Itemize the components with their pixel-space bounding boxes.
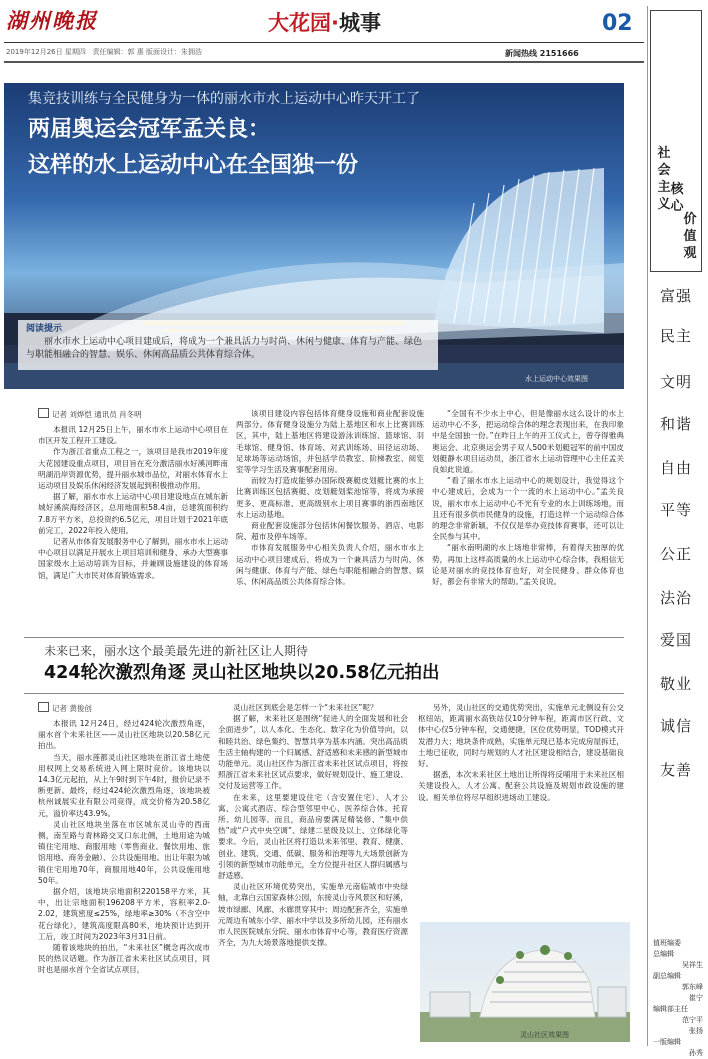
buildings-illustration (420, 922, 630, 1042)
byline-box-icon (38, 408, 49, 418)
article1-col1 (38, 408, 228, 581)
article2-col1 (38, 702, 210, 976)
paragraph: 本报讯 12月25日上午，丽水市水上运动中心项目在市区开发工程开工建设。 (38, 425, 228, 446)
core-value: 公正 (660, 545, 693, 563)
core-value: 平等 (660, 501, 693, 519)
paragraph: 灵山社区环境优势突出，实施单元南临城市中央绿轴，北靠白云国家森林公园，东接灵山寺风景区和好溪，坡市绿廊、风廊、水廊贯穿其中；周边配套齐全，实施单元周边有城东小学、丽水中学以及多所幼儿园，还有丽水市人民医院城东分院、丽水市体育中心等，教育医疗资源齐全，为九大场景落地提供支撑。 (218, 882, 408, 948)
slogan-column-2: 核心 (670, 182, 684, 214)
slogan-column-1: 社会主义 (657, 146, 671, 212)
header-rule-bottom (4, 61, 644, 63)
core-value: 友善 (660, 761, 693, 779)
editor-name: 孙秀 (689, 1049, 703, 1057)
issue-editors: 责任编辑：郭 惠 版面设计：朱拥浩 (92, 48, 202, 56)
article2-col2 (218, 702, 408, 948)
reading-tip-heading: 阅读提示 (26, 324, 63, 334)
paragraph: 作为浙江省重点工程之一，该项目是我市2019年度大花园建设重点项目，项目旨在充分激活丽水好溪河畔南明湖沿岸资源优势，提升丽水城市品位，对丽水体育水上运动项目及娱乐休闲经济发展起到积极推动作用。 (38, 447, 228, 491)
hero-subtitle: 集竞技训练与全民健身为一体的丽水市水上运动中心昨天开工了 (28, 91, 420, 107)
article2-headline: 424轮次激烈角逐 灵山社区地块以20.58亿元拍出 (44, 663, 440, 683)
core-values-banner (650, 10, 702, 272)
issue-date: 2019年12月26日 星期四 (6, 48, 86, 56)
article2-subtitle: 未来已来，丽水这个最美最先进的新社区让人期待 (44, 644, 309, 658)
core-value: 诚信 (660, 717, 693, 735)
paragraph: “丽水南明湖的水上场地非常棒，有着得天独厚的优势，再加上这样高质量的水上运动中心综合体，我相信无论是对丽水的竞技体育也好，对全民健身、群众体育也好，都会有非常大的帮助。”孟关良说。 (432, 543, 624, 587)
hero-caption: 水上运动中心效果图 (525, 375, 588, 383)
article1-byline: 记者 刘烨恺 通讯员 肖冬明 (38, 408, 228, 420)
paragraph: 商业配套设施部分包括休闲餐饮服务、酒店、电影院、超市及停车场等。 (236, 521, 424, 542)
editor-role: 一版编辑 (653, 1038, 681, 1046)
issue-meta (6, 47, 202, 58)
news-hotline: 新闻热线 2151666 (505, 49, 579, 58)
page-number: 02 (602, 11, 633, 36)
paragraph: 据悉，本次未来社区土地出让所得将反哺用于未来社区相关建设投入，人才公寓、配套公共设施及规划市政设施的建设。相关单位将尽早组织进场动工建设。 (418, 770, 624, 802)
paragraph: 该项目建设内容包括体育健身设施和商业配套设施两部分。体育健身设施分为陆上基地区和水上比赛训练区，其中，陆上基地区将建设游泳训练馆、篮球馆、羽毛球馆、健身馆、体育场、对武训练场、田径运动场、足球场等运动场馆，并包括学员教室、阶梯教室、阅览室等学习生活及赛事配套用房。 (236, 409, 424, 475)
paragraph: 灵山社区地块坐落在市区城东灵山寺的西南侧，南至路与青林路交叉口东北侧，土地用途为城镇住宅用地、商服用地（零售商业、餐饮用地、旅馆用地、商务金融）、公共设施用地。出让年限为城镇住宅用地70年，商服用地40年，公共设施用地50年。 (38, 819, 210, 885)
editor-name: 张扬 (689, 1027, 703, 1035)
slogan-column-3: 价值观 (683, 212, 697, 261)
hero-headline-line1: 两届奥运会冠军孟关良： (28, 117, 271, 142)
paragraph: 灵山社区到底会是怎样一个“未来社区”呢？ (233, 703, 378, 712)
core-value: 富强 (660, 287, 693, 305)
article2-col3 (418, 702, 624, 803)
reading-tip-body: 丽水市水上运动中心项目建成后，将成为一个兼具活力与时尚、休闲与健康、体育与产能、绿色与职能相融合的智慧、娱乐、休闲高品质公共体育综合体。 (26, 337, 423, 360)
paragraph: 当天，丽水莲都灵山社区地块在浙江省土地使用权网上交易系统进入网上限时竞价。该地块以14.3亿元起拍，从上午9时到下午4时，报价记录不断更新。最终，经过424轮次激烈角逐，该地块被杭州诚展实业有限公司竞得，成交价格为20.58亿元，溢价率达43.9%。 (38, 752, 210, 818)
core-value: 民主 (660, 327, 693, 345)
hero-headline-line2: 这样的水上运动中心在全国独一份 (28, 153, 359, 178)
paragraph: 本报讯 12月24日，经过424轮次激烈角逐，丽水首个未来社区——灵山社区地块以20.58亿元拍出。 (38, 719, 210, 751)
core-value: 文明 (660, 373, 693, 391)
community-render-photo (420, 922, 630, 1042)
core-value: 自由 (660, 459, 693, 477)
editor-name: 崔宁 (689, 994, 703, 1002)
editor-name: 吴祥生 (682, 961, 703, 969)
paragraph: “看了丽水市水上运动中心的规划设计，我觉得这个中心建成后，会成为一个一流的水上运动中心。”孟关良说，丽水市水上运动中心不光有专业的水上训练场地，而且还有很多供市民健身的设施，打造这样一个运动综合体的理念非常新颖，不仅仅是举办竞技体育赛事，还可以让全民参与其中。 (432, 476, 624, 542)
section-prefix: 大花园· (268, 11, 339, 35)
masthead-logo: 湖州晚报 (6, 8, 98, 33)
section-suffix: 城事 (338, 10, 381, 35)
header-rule (4, 42, 644, 43)
reading-tip-box (18, 320, 438, 370)
article2-byline: 记者 黄俊创 (38, 702, 210, 714)
byline-box-icon (38, 702, 49, 712)
editor-name: 范宁平 (682, 1016, 703, 1024)
paragraph: 在未来，这里要建设住宅（含安置住宅）、人才公寓、公寓式酒店、综合型邻里中心、医养综合体、托育所、幼儿园等。而且，商品房要满足精装修、“集中供热”或“户式中央空调”、绿建二星级及以上、立体绿化等要求。今后，灵山社区将打造以未来邻里、教育、健康、创业、建筑、交通、低碳、服务和治理等九大场景创新为引领的新型城市功能单元，全方位提升社区人群归属感与舒适感。 (218, 792, 408, 881)
paragraph: “全国有不少水上中心，但是像丽水这么设计的水上运动中心不多，把运动综合体的理念表现出来，在我印象中是全国独一份。”在昨日上午的开工仪式上，曾夺得雅典奥运会、北京奥运会男子双人500米划艇冠军的前中国皮划艇静水项目运动员，浙江省水上运动管理中心主任孟关良如此说道。 (432, 409, 624, 475)
paragraph: 另外，灵山社区的交通优势突出，实施单元北侧设有公交枢纽站，距离丽水高铁站仅10分钟车程，距离市区行政、文体中心仅5分钟车程，交通便捷，区位优势明显，TOD模式开发潜力大；地块条件成熟，实施单元现已基本完成房屋拆迁，土地已征收，同时与规划的人才社区建设相结合，建设基础良好。 (418, 703, 624, 769)
paragraph: 市体育发展服务中心相关负责人介绍，丽水市水上运动中心项目建成后，将成为一个兼具活力与时尚、休闲与健康、体育与产能、绿色与职能相融合的智慧、娱乐、休闲高品质公共体育综合体。 (236, 543, 424, 587)
section-title (268, 8, 381, 38)
community-photo-caption: 灵山社区效果图 (520, 1031, 569, 1039)
editor-role: 总编辑 (653, 950, 674, 958)
editor-credits (653, 938, 703, 1059)
core-value: 和谐 (660, 415, 693, 433)
core-value: 爱国 (660, 631, 693, 649)
editor-role: 值班编委 (653, 939, 681, 947)
paragraph: 而较为打造成能够办国际级赛艇皮划艇比赛的水上比赛训练区包括赛艇、皮划艇划桨池馆等，将成为承接更多、更高标准、更高级别水上项目赛事的浙西南地区水上运动基地。 (236, 476, 424, 519)
paragraph: 据了解，丽水市水上运动中心项目建设地点在城东新城好溪滨海经济区，总用地面积58.4亩，总建筑面积约7.8万平方米，总投资约6.5亿元，项目计划于2021年底前完工，2022年投入使用。 (38, 492, 228, 535)
article1-col2 (236, 408, 424, 587)
editor-name: 郭东峰 (682, 983, 703, 991)
paragraph: 据介绍，该地块宗地面积220158平方米，其中，出让宗地面积196208平方米，容积率2.0-2.02，建筑密度≤25%，绿地率≥30%（不含空中花台绿化），建筑高度限高80米，地块预计达到开工后，竣工时间为2023年3月31日前。 (38, 887, 210, 941)
divider (24, 637, 624, 638)
paragraph: 据了解，未来社区是围绕“促进人的全面发展和社会全面进步”，以人本化、生态化、数字化为价值导向，以和睦共治、绿色集约、智慧共享为基本内涵。突出高品质生活主轴构建的一个归属感、舒适感和未来感的新型城市功能单元。灵山社区作为浙江省未来社区试点项目，将按照浙江省未来社区试点要求，做好规划设计、施工建设、交付及运营等工作。 (218, 714, 408, 791)
core-value: 法治 (660, 589, 693, 607)
core-value: 敬业 (660, 675, 693, 693)
article1-col3 (432, 408, 624, 587)
editor-role: 编辑部主任 (653, 1005, 688, 1013)
editor-role: 副总编辑 (653, 972, 681, 980)
paragraph: 记者从市体育发展服务中心了解到，丽水市水上运动中心项目以满足开展水上项目培训和健身、承办大型赛事国家级水上运动培训为目标，并兼顾设施建设的体育场馆，满足广大市民对体育锻炼需求。 (38, 537, 228, 580)
divider (24, 693, 624, 694)
paragraph: 随着该地块的拍出，“未来社区”概念再次成市民的热议话题。作为浙江省未来社区试点项目，同时也是丽水首个全省试点项目， (38, 943, 210, 975)
